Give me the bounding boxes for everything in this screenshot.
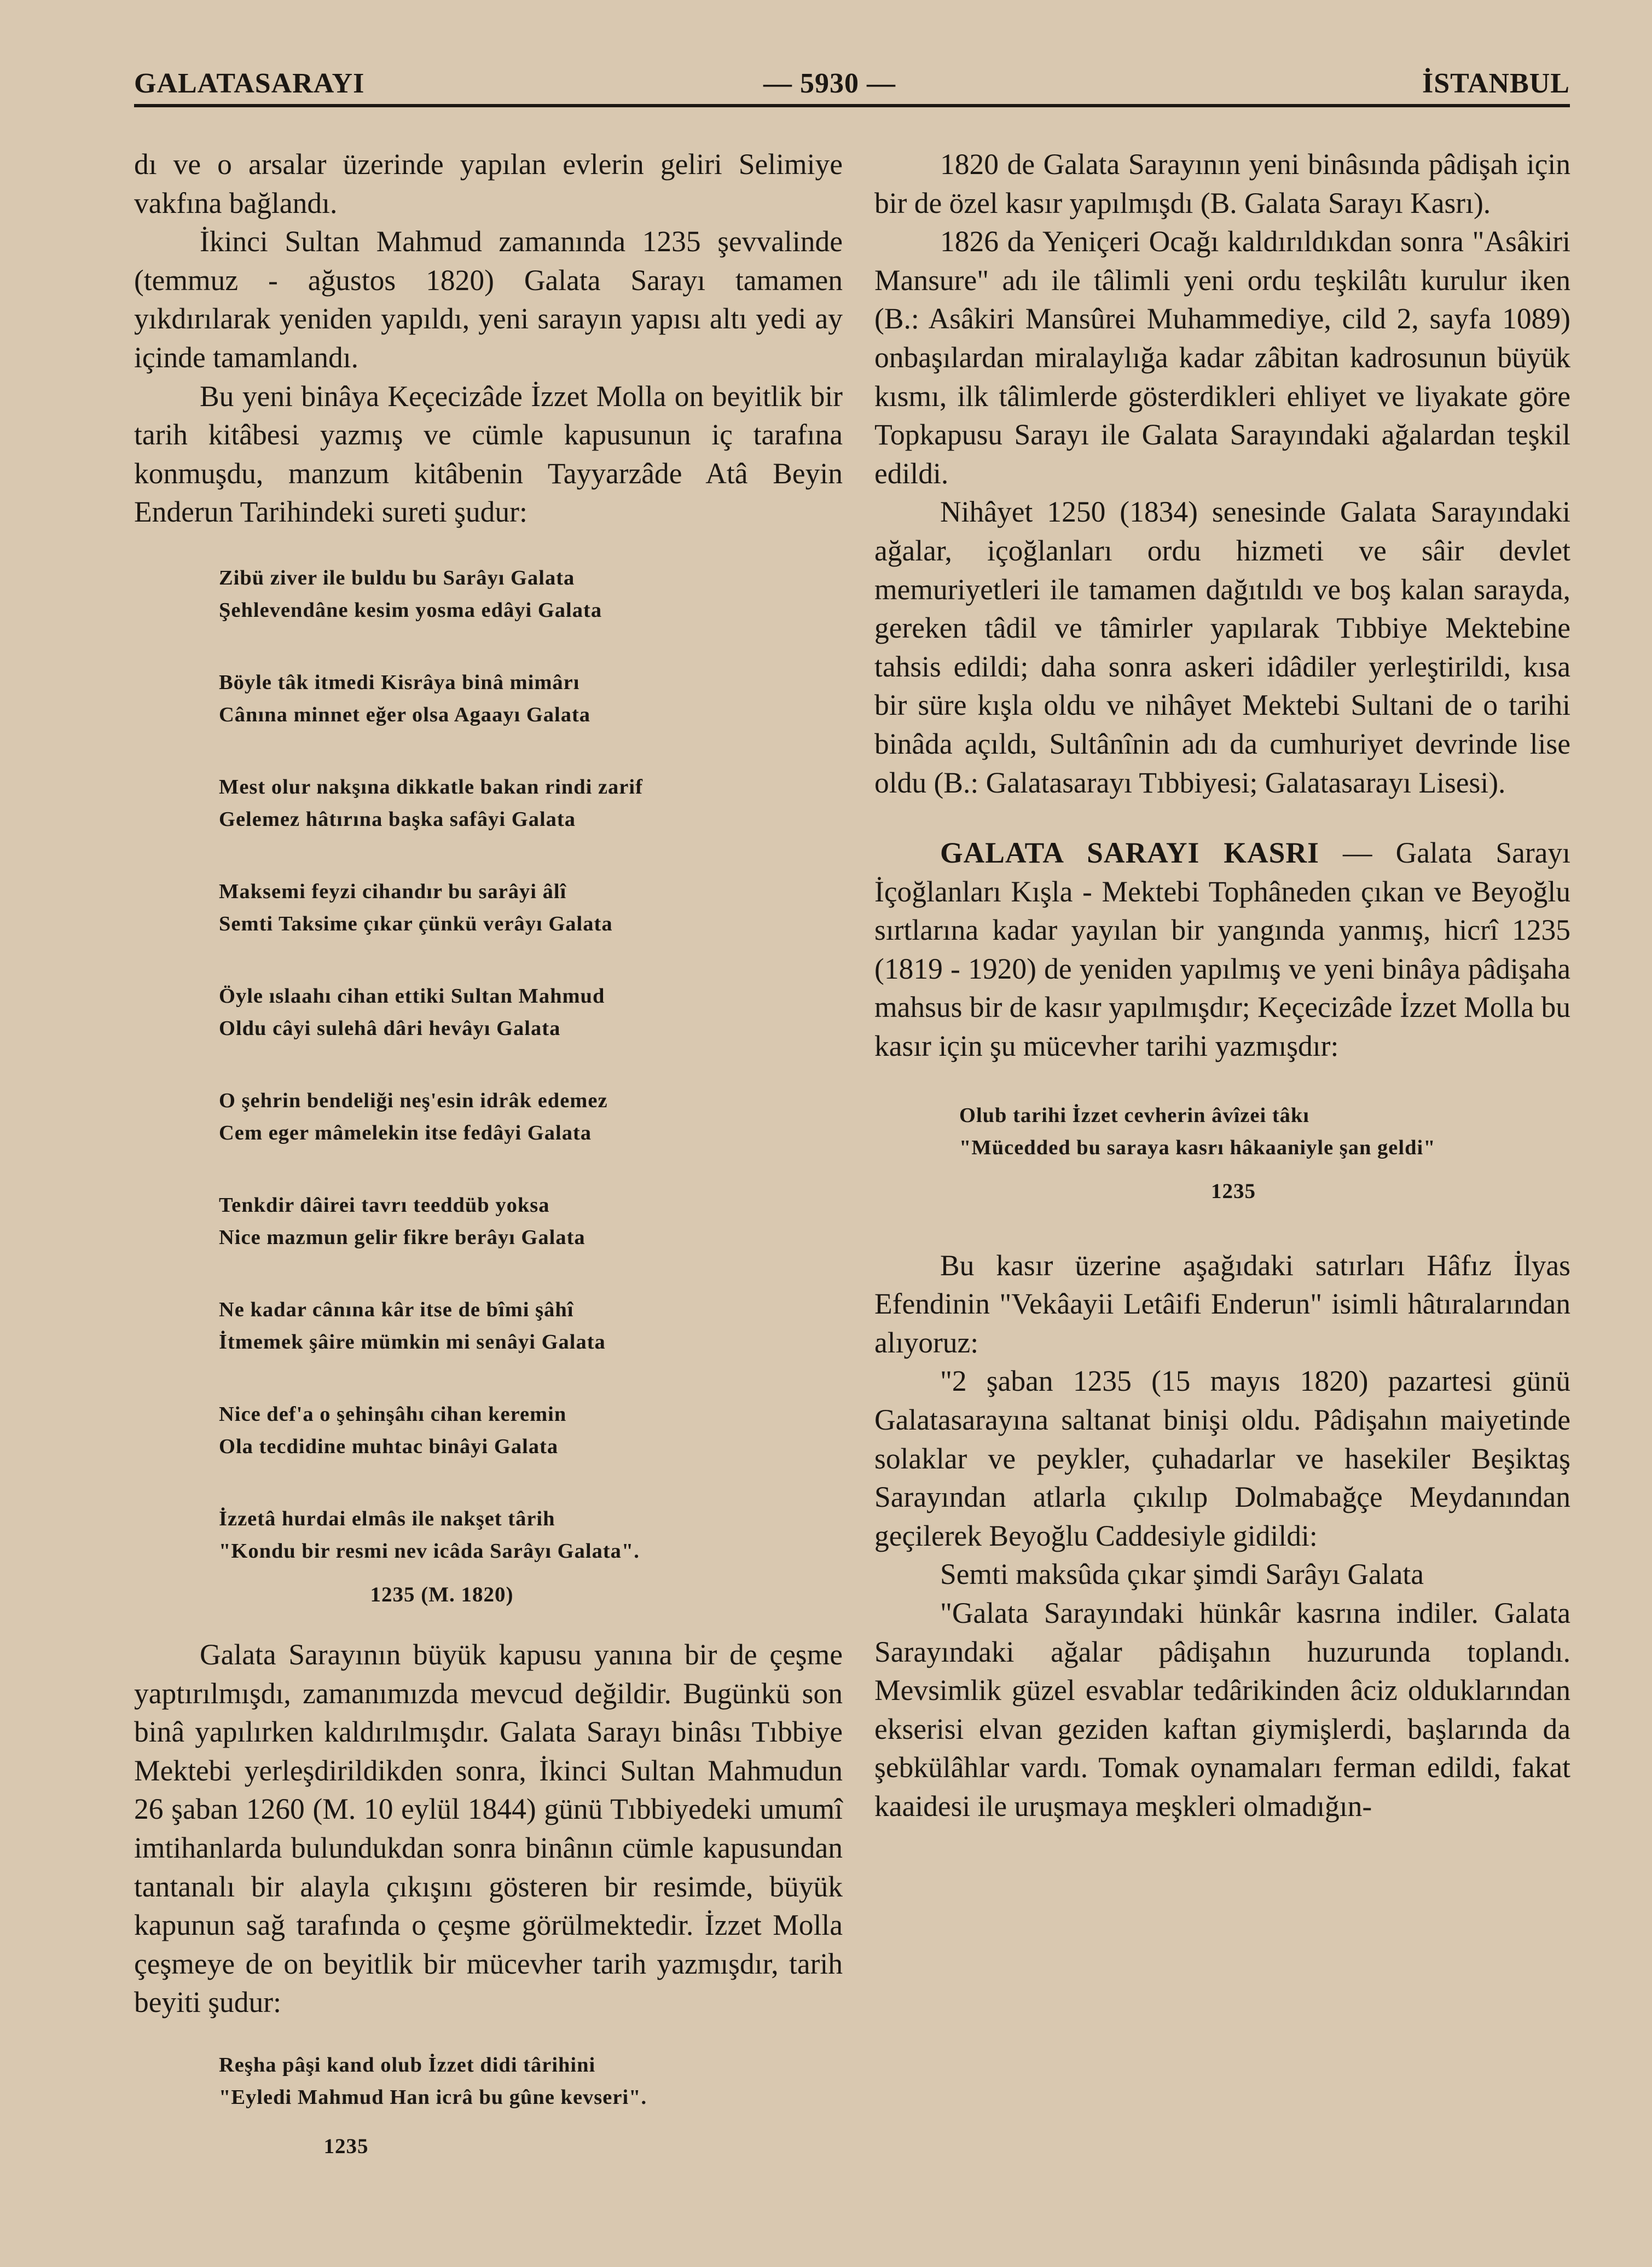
paragraph: 1826 da Yeniçeri Ocağı kaldırıldıkdan sonra "Asâkiri Mansure" adı ile tâlimli yeni ordu teşkilâtı kurulur iken (B.: Asâkiri Mansûrei Muhammediye, cild 2, sayfa 1089) onbaşılardan miralaylığa kadar zâbitan kadrosunun büyük kısmı, ilk tâlimlerde gösterdikleri ehliyet ve liyakate göre Topkapusu Sarayı ile Galata Sarayındaki ağalardan teşkil edildi. — [874, 225, 1570, 490]
poem-date: 1235 — [323, 2134, 369, 2158]
couplet — [219, 771, 843, 836]
couplet — [219, 562, 843, 627]
verse-line: Tenkdir dâirei tavrı teeddüb yoksa — [219, 1193, 550, 1217]
section-entry — [874, 834, 1570, 1066]
verse-line: Maksemi feyzi cihandır bu sarâyi âlî — [219, 880, 567, 903]
poem-date: 1235 — [1211, 1179, 1256, 1203]
page-header — [134, 52, 1570, 107]
paragraph: Galata Sarayının büyük kapusu yanına bir de çeşme yaptırılmışdı, zamanımızda mevcud değildir. Bugünkü son binâ yapılırken kaldırılmışdır. Galata Sarayı binâsı Tıbbiye Mektebi yerleşdirildikden sonra, İkinci Sultan Mahmudun 26 şaban 1260 (M. 10 eylül 1844) günü Tıbbiyedeki umumî imtihanlarda bulundukdan sonra binânın cümle kapusundan tantanalı bir alayla çıkışını gösteren bir resimde, büyük kapunun sağ tarafında o çeşme görülmektedir. İzzet Molla çeşmeye de on beyitlik bir mücevher tarih yazmışdır, tarih beyiti şudur: — [134, 1638, 843, 2019]
paragraph: Nihâyet 1250 (1834) senesinde Galata Sarayındaki ağalar, içoğlanları ordu hizmeti ve sâir devlet memuriyetleri ile tamamen dağıtıldı ve boş kalan sarayda, gereken tâdil ve tâmirler yapılarak Tıbbiye Mektebine tahsis edildi; daha sonra askeri idâdiler yerleştirildi, kısa bir süre kışla oldu ve nihâyet Mektebi Sultani de o tarihi binâda açıldı, Sultânînin adı da cumhuriyet devrinde lise oldu (B.: Galatasarayı Tıbbiyesi; Galatasarayı Lisesi). — [874, 495, 1570, 799]
couplet — [219, 1294, 843, 1358]
couplet — [219, 1085, 843, 1149]
verse-line: O şehrin bendeliği neş'esin idrâk edemez — [219, 1089, 608, 1112]
page-number: — 5930 — — [763, 68, 896, 99]
couplet — [219, 2049, 843, 2114]
inscription-poem — [134, 562, 843, 1568]
verse-line: Şehlevendâne kesim yosma edâyi Galata — [219, 598, 602, 622]
verse-line: "Kondu bir resmi nev icâda Sarâyı Galata". — [219, 1539, 640, 1563]
section-title: GALATA SARAYI KASRI — [940, 836, 1319, 870]
paragraph: Bu yeni binâya Keçecizâde İzzet Molla on beyitlik bir tarih kitâbesi yazmış ve cümle kapusunun iç tarafına konmuşdu, manzum kitâbenin Tayyarzâde Atâ Beyin Enderun Tarihindeki sureti şudur: — [134, 379, 843, 529]
paragraph: Bu kasır üzerine aşağıdaki satırları Hâfız İlyas Efendinin "Vekâayii Letâifi Enderun" isimli hâtıralarından alıyoruz: — [874, 1248, 1570, 1359]
couplet — [219, 876, 843, 940]
paragraph: İkinci Sultan Mahmud zamanında 1235 şevvalinde (temmuz - ağustos 1820) Galata Sarayı tamamen yıkdırılarak yeniden yapıldı, yeni sarayın yapısı altı yedi ay içinde tamamlandı. — [134, 225, 843, 374]
paragraph: "2 şaban 1235 (15 mayıs 1820) pazartesi günü Galatasarayına saltanat binişi oldu. Pâdişahın maiyetinde solaklar ve peykler, çuhadarlar ve hasekiler Beşiktaş Sarayından atlarla çıkılıp Dolmabağçe Meydanından geçilerek Beyoğlu Caddesiyle gidildi: — [874, 1364, 1570, 1552]
couplet — [219, 1398, 843, 1463]
couplet — [219, 980, 843, 1045]
couplet — [219, 1503, 843, 1568]
verse-line: Olub tarihi İzzet cevherin âvîzei tâkı — [959, 1103, 1309, 1127]
couplet — [219, 1189, 843, 1254]
paragraph: dı ve o arsalar üzerinde yapılan evlerin geliri Selimiye vakfına bağlandı. — [134, 148, 843, 219]
fountain-poem — [134, 2049, 843, 2114]
verse-line: İtmemek şâire mümkin mi senâyi Galata — [219, 1330, 606, 1354]
section-body: — Galata Sarayı İçoğlanları Kışla - Mektebi Tophâneden çıkan ve Beyoğlu sırtlarına kadar yayılan bir yangında yanmış, hicrî 1235 (1819 - 1920) de yeniden yapılmış ve yeni binâya pâdişaha mahsus bir de kasır yapılmışdır; Keçecizâde İzzet Molla bu kasır için şu mücevher tarihi yazmışdır: — [874, 836, 1570, 1063]
verse-line: Ne kadar cânına kâr itse de bîmi şâhî — [219, 1298, 574, 1321]
quoted-verse: Semti maksûda çıkar şimdi Sarâyı Galata — [940, 1558, 1424, 1591]
header-title: GALATASARAYI — [134, 68, 365, 99]
verse-line: "Eyledi Mahmud Han icrâ bu gûne kevseri". — [219, 2085, 647, 2109]
paragraph: "Galata Sarayındaki hünkâr kasrına indiler. Galata Sarayındaki ağalar pâdişahın huzurunda toplandı. Mevsimlik güzel esvablar tedârikinden âciz olduklarından ekserisi elvan geziden kaftan giymişlerdi, başlarında da şebkülâhlar vardı. Tomak oynamaları ferman edildi, fakat kaaidesi ile uruşmaya meşkleri olmadığın- — [874, 1597, 1570, 1823]
verse-line: Mest olur nakşına dikkatle bakan rindi zarif — [219, 775, 643, 799]
poem-date: 1235 (M. 1820) — [370, 1582, 514, 1606]
paragraph: 1820 de Galata Sarayının yeni binâsında pâdişah için bir de özel kasır yapılmışdı (B. Galata Sarayı Kasrı). — [874, 148, 1570, 219]
verse-line: Böyle tâk itmedi Kisrâya binâ mimârı — [219, 670, 580, 694]
verse-line: Reşha pâşi kand olub İzzet didi târihini — [219, 2053, 596, 2077]
verse-line: İzzetâ hurdai elmâs ile nakşet târih — [219, 1507, 555, 1530]
couplet — [219, 667, 843, 731]
verse-line: Oldu câyi sulehâ dâri hevâyı Galata — [219, 1016, 561, 1040]
right-column — [874, 145, 1570, 1826]
verse-line: Semti Taksime çıkar çünkü verâyı Galata — [219, 912, 613, 935]
verse-line: Gelemez hâtırına başka safâyi Galata — [219, 807, 576, 831]
couplet — [959, 1100, 1570, 1164]
left-column — [134, 145, 843, 2163]
verse-line: Nice mazmun gelir fikre berâyı Galata — [219, 1225, 586, 1249]
verse-line: Ola tecdidine muhtac binâyi Galata — [219, 1435, 559, 1458]
verse-line: Cem eger mâmelekin itse fedâyi Galata — [219, 1121, 592, 1144]
verse-line: Zibü ziver ile buldu bu Sarâyı Galata — [219, 566, 575, 589]
verse-line: Nice def'a o şehinşâhı cihan keremin — [219, 1402, 567, 1426]
verse-line: Cânına minnet eğer olsa Agaayı Galata — [219, 703, 591, 726]
verse-line: "Mücedded bu saraya kasrı hâkaaniyle şan geldi" — [959, 1136, 1436, 1159]
kiosk-poem — [874, 1100, 1570, 1164]
header-city: İSTANBUL — [1422, 68, 1570, 99]
verse-line: Öyle ıslaahı cihan ettiki Sultan Mahmud — [219, 984, 605, 1008]
